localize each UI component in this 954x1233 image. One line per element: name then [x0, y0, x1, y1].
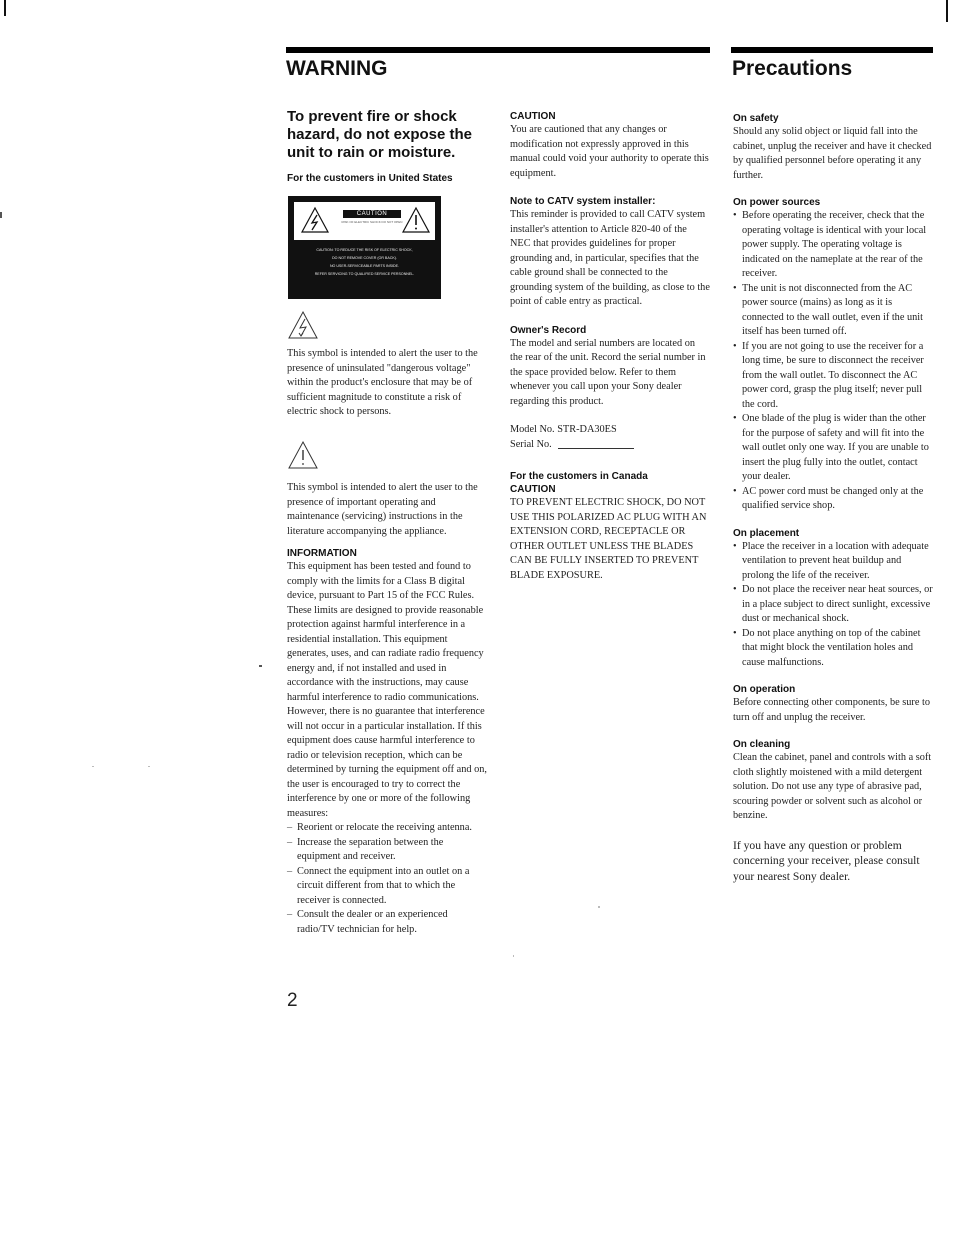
on-placement-heading: On placement [733, 527, 800, 539]
caution-label-line: REFER SERVICING TO QUALIFIED SERVICE PERSONNEL. [314, 272, 415, 276]
exclamation-triangle-icon [401, 206, 431, 234]
fire-shock-warning: To prevent fire or shock hazard, do not expose the unit to rain or moisture. [287, 108, 473, 161]
exclamation-description: This symbol is intended to alert the user to the presence of important operating and maintenance (servicing) instructions in the literature accompanying the appliance. [287, 482, 478, 537]
list-item: – Reorient or relocate the receiving antenna. [287, 821, 487, 836]
information-heading: INFORMATION [287, 548, 357, 559]
on-power-sources-heading: On power sources [733, 197, 821, 208]
serial-number-label: Serial No. [510, 438, 552, 450]
power-sources-list [733, 209, 933, 514]
scan-mark-left [4, 0, 6, 16]
caution-band: CAUTION [343, 210, 401, 218]
owners-record-text: The model and serial numbers are located on the rear of the unit. Record the serial number in the space provided below. Refer to them whenever you call upon your Sony dealer regarding this product. [510, 337, 706, 407]
on-safety-text: Should any solid object or liquid fall into the cabinet, unplug the receiver and have it checked by qualified personnel before operating it any further. [733, 126, 932, 181]
page-number: 2 [287, 990, 298, 1011]
serial-number-blank [558, 448, 634, 449]
placement-list [733, 540, 933, 671]
exclamation-symbol-icon [287, 440, 319, 470]
scan-mark-edge [0, 212, 2, 218]
interference-measures-list [287, 821, 487, 937]
caution-label-text [296, 246, 433, 278]
scan-speck [148, 766, 150, 767]
list-item: • One blade of the plug is wider than the other for the purpose of safety and will fit into the wall outlet only one way. If you are unable to insert the plug fully into the outlet, contact your dealer. [733, 412, 933, 485]
on-operation-text: Before connecting other components, be sure to turn off and unplug the receiver. [733, 697, 931, 723]
canada-heading: For the customers in Canada [510, 471, 648, 482]
caution-band-sub: RISK OF ELECTRIC SHOCK DO NOT OPEN [341, 220, 403, 224]
on-operation-heading: On operation [733, 684, 796, 695]
on-cleaning-heading: On cleaning [733, 739, 791, 750]
warning-column-lower [287, 481, 487, 937]
canada-caution-text: TO PREVENT ELECTRIC SHOCK, DO NOT USE THIS POLARIZED AC PLUG WITH AN EXTENSION CORD, RECEPTACLE OR OTHER OUTLET UNLESS THE BLADES CAN BE FULLY INSERTED TO PREVENT BLADE EXPOSURE. [510, 497, 707, 581]
lightning-symbol-icon [287, 310, 319, 340]
warning-rule [286, 47, 710, 53]
warning-column [287, 108, 487, 185]
information-paragraph-1: This equipment has been tested and found to comply with the limits for a Class B digital device, pursuant to Part 15 of the FCC Rules. [287, 561, 475, 601]
information-paragraph-2: These limits are designed to provide reasonable protection against harmful interference in a residential installation. This equipment generates, uses, and can radiate radio frequency energy and, if not installed and used in accordance with the instructions, may cause harmful interference to radio communications. However, there is no guarantee that interference will not occur in a particular installation. If this equipment does cause harmful interference to radio or television reception, which can be determined by turning the equipment off and on, the user is encouraged to try to correct the interference by one or more of the following measures: [287, 604, 487, 819]
caution-heading: CAUTION [510, 111, 556, 122]
list-item: • Place the receiver in a location with adequate ventilation to prevent heat buildup and prolong the life of the receiver. [733, 540, 933, 584]
list-item: – Increase the separation between the equipment and receiver. [287, 836, 487, 865]
on-cleaning-text: Clean the cabinet, panel and controls with a soft cloth slightly moistened with a mild detergent solution. Do not use any type of abrasive pad, scouring powder or solvent such as alcohol or benzine. [733, 752, 932, 821]
on-safety-heading: On safety [733, 113, 779, 124]
scan-mark-right [946, 0, 948, 22]
scan-speck [513, 955, 514, 957]
caution-text: You are cautioned that any changes or modification not expressly approved in this manual could void your authority to operate this equipment. [510, 124, 709, 179]
closing-note: If you have any question or problem concerning your receiver, please consult your nearest Sony dealer. [733, 838, 920, 883]
canada-caution-heading: CAUTION [510, 484, 556, 495]
lightning-triangle-icon [300, 206, 330, 234]
scan-speck [92, 766, 94, 767]
list-item: – Connect the equipment into an outlet on a circuit different from that to which the receiver is connected. [287, 865, 487, 909]
us-customers-heading: For the customers in United States [287, 173, 453, 184]
owners-record-heading: Owner's Record [510, 324, 587, 336]
catv-heading: Note to CATV system installer: [510, 196, 656, 207]
list-item: • The unit is not disconnected from the AC power source (mains) as long as it is connected to the wall outlet, even if the unit itself has been turned off. [733, 282, 933, 340]
list-item: • Do not place the receiver near heat sources, or in a place subject to direct sunlight, excessive dust or mechanical shock. [733, 583, 933, 627]
caution-label-line: DO NOT REMOVE COVER (OR BACK). [332, 256, 397, 260]
lightning-description: This symbol is intended to alert the user to the presence of uninsulated "dangerous voltage" within the product's enclosure that may be of sufficient magnitude to constitute a risk of electric shock to persons. [287, 348, 478, 417]
scan-speck [598, 906, 600, 908]
list-item: • Before operating the receiver, check that the operating voltage is identical with your local power supply. The operating voltage is indicated on the nameplate at the rear of the receiver. [733, 209, 933, 282]
serial-number-line [510, 438, 710, 453]
list-item: • AC power cord must be changed only at the qualified service shop. [733, 485, 933, 514]
precautions-column [733, 112, 933, 884]
caution-label-line: NO USER-SERVICEABLE PARTS INSIDE. [329, 264, 400, 268]
warning-heading: WARNING [286, 57, 388, 80]
lightning-symbol-text [287, 347, 487, 420]
caution-label-line: CAUTION: TO REDUCE THE RISK OF ELECTRIC SHOCK, [316, 248, 413, 252]
precautions-heading: Precautions [732, 57, 853, 80]
scan-speck [259, 665, 262, 667]
precautions-rule [731, 47, 933, 53]
list-item: – Consult the dealer or an experienced radio/TV technician for help. [287, 908, 487, 937]
catv-text: This reminder is provided to call CATV system installer's attention to Article 820-40 of the NEC that provides guidelines for proper grounding and, in particular, specifies that the cable ground shall be connected to the grounding system of the building, as close to the point of cable entry as practical. [510, 209, 710, 307]
middle-column [510, 110, 710, 583]
caution-label-top [294, 202, 435, 240]
model-number: Model No. STR-DA30ES [510, 424, 617, 435]
caution-label [288, 196, 441, 299]
list-item: • If you are not going to use the receiver for a long time, be sure to disconnect the receiver from the wall outlet. To disconnect the AC power cord, grasp the plug itself; never pull the cord. [733, 340, 933, 413]
list-item: • Do not place anything on top of the cabinet that might block the ventilation holes and cause malfunctions. [733, 627, 933, 671]
